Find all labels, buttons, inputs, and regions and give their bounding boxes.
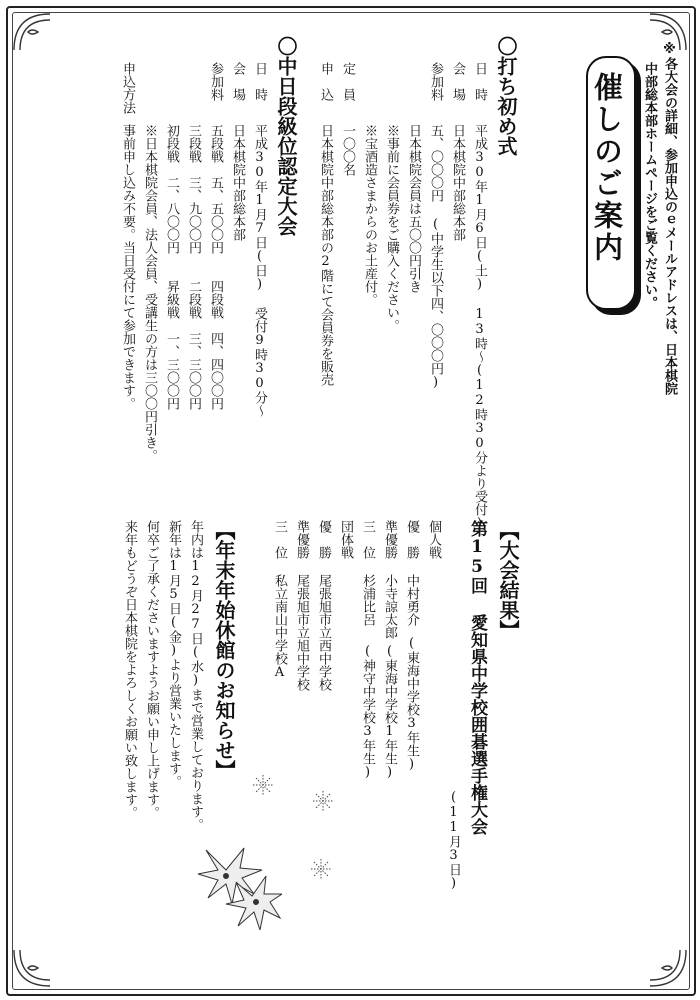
uchizome-value-date: 平成30年1月6日(土) 13時〜(12時30分より受付): [472, 124, 487, 531]
uchizome-discount: 日本棋院会員は五〇〇円引き: [406, 124, 421, 293]
dankyu-label-venue: 会 場: [230, 62, 245, 101]
individual-name-1: 中村勇介: [404, 574, 419, 626]
individual-place-3: 三 位: [360, 520, 375, 559]
dankyu-fee-row-2: 三段戦 三、九〇〇円 二段戦 三、三〇〇円: [186, 124, 201, 410]
uchizome-value-venue: 日本棋院中部総本部: [450, 124, 465, 241]
results-heading: 【大会結果】: [496, 520, 520, 640]
holiday-line-3: 何卒ご了承くださいますようお願い申し上げます。: [144, 520, 159, 819]
uchizome-label-apply: 申 込: [318, 62, 333, 101]
individual-place-1: 優 勝: [404, 520, 419, 559]
dankyu-fee-row-3: 初段戦 二、八〇〇円 昇級戦 一、三〇〇円: [164, 124, 179, 410]
dankyu-label-date: 日 時: [252, 62, 267, 101]
dankyu-value-apply: 事前申し込み不要。当日受付にて参加できます。: [120, 124, 135, 410]
team-name-1: 尾張旭市立西中学校: [316, 574, 331, 691]
individual-name-3: 杉浦比呂: [360, 574, 375, 626]
individual-label: 個人戦: [426, 520, 441, 559]
team-name-3: 私立南山中学校A: [272, 574, 287, 680]
poinsettia-icon: [196, 840, 282, 930]
results-date: (11月3日): [446, 790, 461, 891]
individual-place-2: 準優勝: [382, 520, 397, 559]
uchizome-value-apply: 日本棋院中部総本部の2階にて会員券を販売: [318, 124, 333, 386]
uchizome-label-venue: 会 場: [450, 62, 465, 101]
holiday-line-4: 来年もどうぞ日本棋院をよろしくお願い致します。: [122, 520, 137, 819]
uchizome-note-ticket: ※事前に会員券をご購入ください。: [384, 124, 399, 332]
page-title-box: [586, 56, 636, 310]
uchizome-label-capacity: 定 員: [340, 62, 355, 101]
dankyu-value-date: 平成30年1月7日(日) 受付9時30分〜: [252, 124, 267, 417]
dankyu-label-apply: 申込方法: [120, 62, 135, 114]
team-place-3: 三 位: [272, 520, 287, 559]
dankyu-label-fee: 参加料: [208, 62, 223, 101]
uchizome-value-capacity: 一〇〇名: [340, 124, 355, 176]
team-name-2: 尾張旭市立旭中学校: [294, 574, 309, 691]
team-label: 団体戦: [338, 520, 353, 559]
uchizome-value-fee: 五、〇〇〇円 (中学生以下四、〇〇〇円): [428, 124, 443, 390]
notice-line-2: 中部総本部ホームページをご覧ください。: [642, 62, 657, 309]
holiday-heading: 【年末年始休館のお知らせ】: [212, 520, 236, 780]
dankyu-fee-row-1: 五段戦 五、五〇〇円 四段戦 四、四〇〇円: [208, 124, 223, 410]
team-place-2: 準優勝: [294, 520, 309, 559]
holiday-line-2: 新年は1月5日(金)より営業いたします。: [166, 520, 181, 788]
uchizome-note-gift: ※宝酒造さまからのお土産付。: [362, 124, 377, 306]
results-tournament: 第15回 愛知県中学校囲碁選手権大会: [467, 520, 487, 835]
page-title: 催しのご案内: [590, 72, 624, 264]
snowflake-icon: [312, 790, 334, 812]
snowflake-icon: [252, 774, 274, 796]
notice-line-1: ※各大会の詳細、参加申込のｅメールアドレスは、日本棋院: [662, 42, 677, 395]
team-place-1: 優 勝: [316, 520, 331, 559]
uchizome-label-date: 日 時: [472, 62, 487, 101]
dankyu-discount-note: ※日本棋院会員、法人会員、受講生の方は三〇〇円引き。: [142, 124, 157, 462]
uchizome-label-fee: 参加料: [428, 62, 443, 101]
corner-ornament-top-left: [10, 10, 56, 56]
snowflake-icon: [310, 858, 332, 880]
individual-school-2: (東海中学校1年生): [382, 644, 397, 780]
corner-ornament-bottom-left: [10, 944, 56, 990]
dankyu-value-venue: 日本棋院中部総本部: [230, 124, 245, 241]
uchizome-heading: 〇打ち初め式: [494, 36, 518, 156]
individual-name-2: 小寺諒太郎: [382, 574, 397, 639]
corner-ornament-bottom-right: [644, 944, 690, 990]
individual-school-3: (神守中学校3年生): [360, 644, 375, 780]
dankyu-heading: 〇中日段級位認定大会: [274, 36, 298, 236]
individual-school-1: (東海中学校3年生): [404, 636, 419, 772]
holiday-line-1: 年内は12月27日(水)まで営業しております。: [188, 520, 203, 831]
